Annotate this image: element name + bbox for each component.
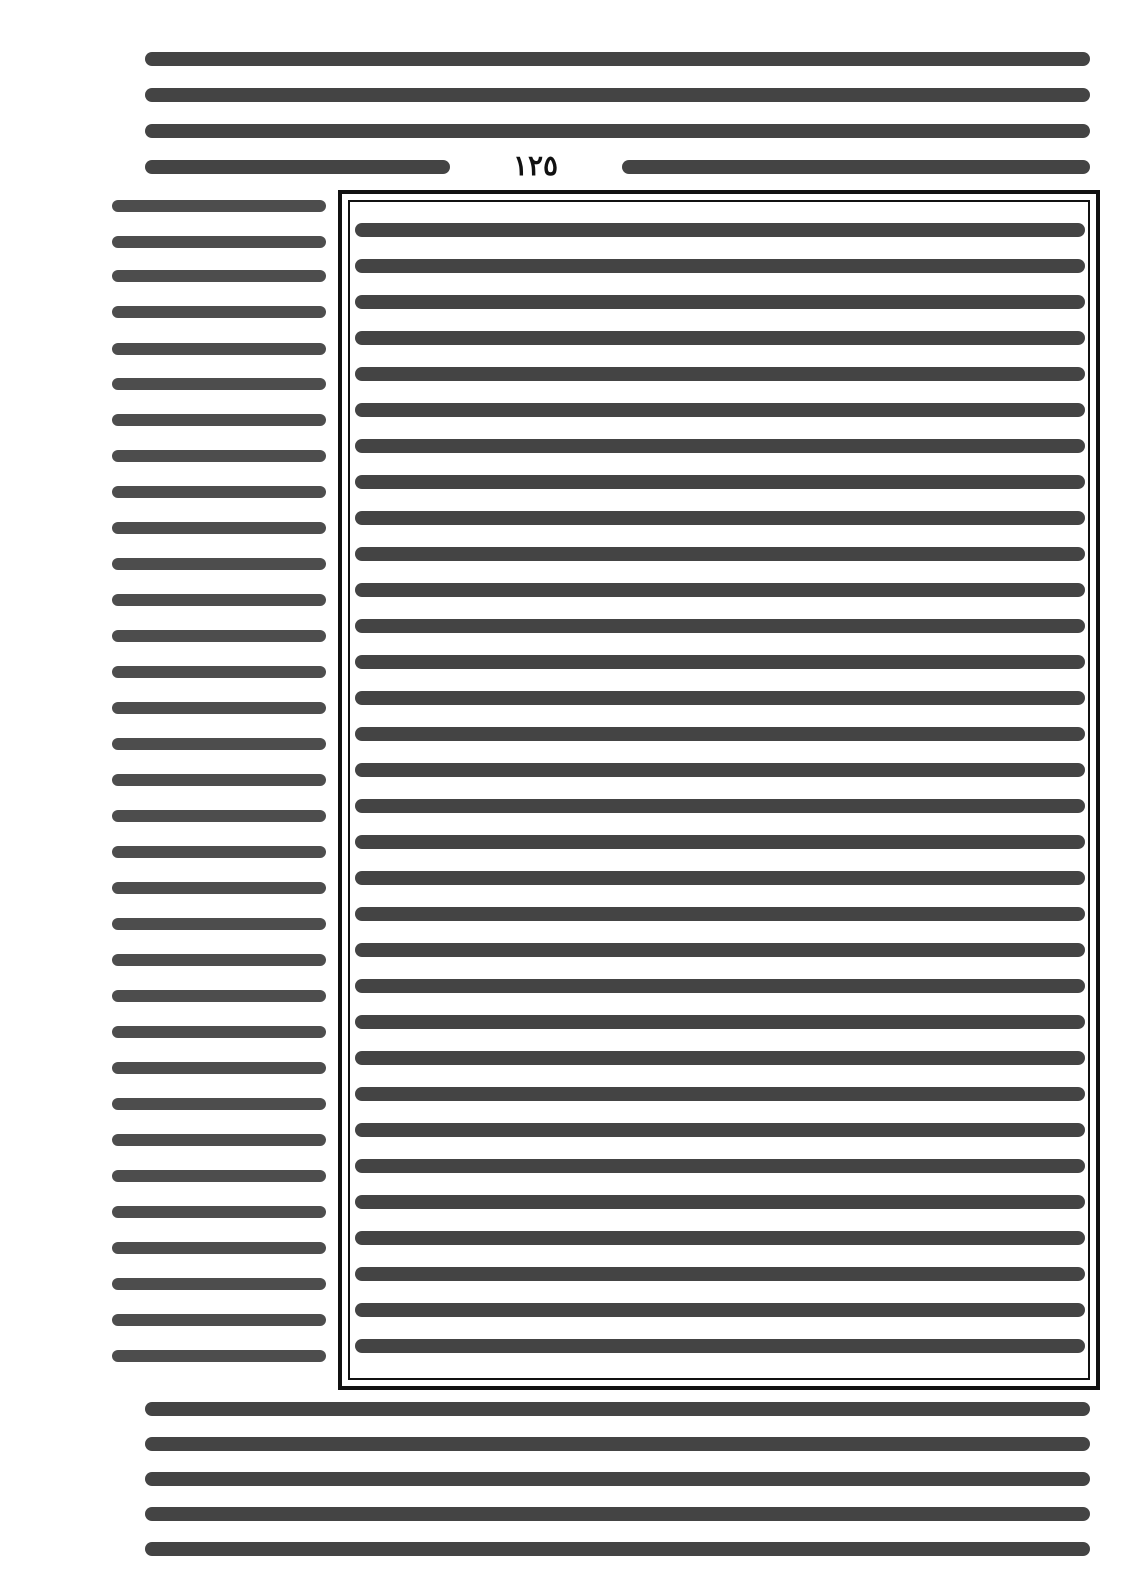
text-line bbox=[112, 1170, 326, 1182]
text-line bbox=[355, 547, 1085, 561]
text-line bbox=[145, 1402, 1090, 1416]
text-line bbox=[112, 918, 326, 930]
text-line bbox=[622, 160, 1090, 174]
text-line bbox=[355, 1195, 1085, 1209]
text-line bbox=[145, 88, 1090, 102]
page-number-text: ١٢٥ bbox=[512, 148, 559, 182]
text-line bbox=[355, 1159, 1085, 1173]
page-number bbox=[458, 148, 613, 182]
text-line bbox=[355, 439, 1085, 453]
text-line bbox=[355, 835, 1085, 849]
text-line bbox=[355, 1123, 1085, 1137]
text-line bbox=[112, 1026, 326, 1038]
text-line bbox=[355, 223, 1085, 237]
text-line bbox=[355, 1339, 1085, 1353]
text-line bbox=[355, 799, 1085, 813]
text-line bbox=[355, 1267, 1085, 1281]
text-line bbox=[112, 1278, 326, 1290]
text-line bbox=[112, 1134, 326, 1146]
text-line bbox=[355, 295, 1085, 309]
text-line bbox=[112, 200, 326, 212]
text-line bbox=[355, 763, 1085, 777]
text-line bbox=[112, 558, 326, 570]
text-line bbox=[355, 655, 1085, 669]
text-line bbox=[355, 691, 1085, 705]
text-line bbox=[112, 414, 326, 426]
text-line bbox=[145, 160, 450, 174]
text-line bbox=[112, 594, 326, 606]
text-line bbox=[112, 343, 326, 355]
text-line bbox=[355, 1051, 1085, 1065]
text-line bbox=[112, 1098, 326, 1110]
text-line bbox=[112, 702, 326, 714]
text-line bbox=[145, 1437, 1090, 1451]
text-line bbox=[355, 367, 1085, 381]
text-line bbox=[112, 810, 326, 822]
text-line bbox=[112, 630, 326, 642]
text-line bbox=[355, 403, 1085, 417]
text-line bbox=[112, 450, 326, 462]
text-line bbox=[112, 882, 326, 894]
text-line bbox=[112, 1314, 326, 1326]
text-line bbox=[145, 124, 1090, 138]
text-line bbox=[112, 522, 326, 534]
text-line bbox=[145, 52, 1090, 66]
text-line bbox=[355, 475, 1085, 489]
text-line bbox=[112, 1062, 326, 1074]
text-line bbox=[112, 666, 326, 678]
text-line bbox=[145, 1472, 1090, 1486]
text-line bbox=[355, 619, 1085, 633]
text-line bbox=[112, 306, 326, 318]
text-line bbox=[355, 511, 1085, 525]
text-line bbox=[355, 331, 1085, 345]
text-line bbox=[355, 871, 1085, 885]
text-line bbox=[112, 1242, 326, 1254]
text-line bbox=[112, 1350, 326, 1362]
text-line bbox=[112, 378, 326, 390]
text-line bbox=[355, 583, 1085, 597]
text-line bbox=[355, 943, 1085, 957]
text-line bbox=[355, 259, 1085, 273]
text-line bbox=[145, 1542, 1090, 1556]
text-line bbox=[112, 270, 326, 282]
text-line bbox=[112, 990, 326, 1002]
text-line bbox=[355, 907, 1085, 921]
text-line bbox=[112, 738, 326, 750]
text-line bbox=[112, 486, 326, 498]
text-line bbox=[112, 1206, 326, 1218]
text-line bbox=[355, 1231, 1085, 1245]
text-line bbox=[112, 954, 326, 966]
text-line bbox=[355, 1015, 1085, 1029]
text-line bbox=[355, 1303, 1085, 1317]
text-line bbox=[355, 979, 1085, 993]
text-line bbox=[112, 774, 326, 786]
text-line bbox=[355, 1087, 1085, 1101]
text-line bbox=[145, 1507, 1090, 1521]
text-line bbox=[112, 846, 326, 858]
text-line bbox=[355, 727, 1085, 741]
text-line bbox=[112, 236, 326, 248]
